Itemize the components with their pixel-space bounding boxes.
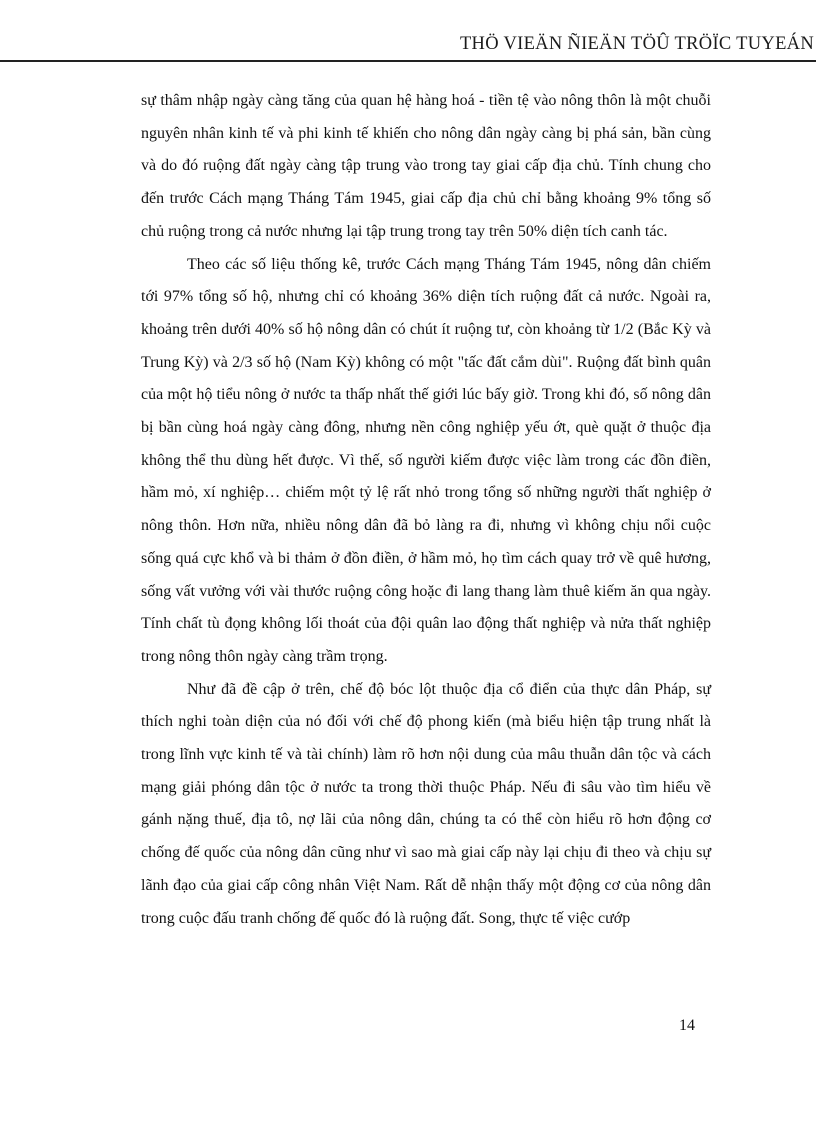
header-divider xyxy=(0,60,816,62)
paragraph-2: Theo các số liệu thống kê, trước Cách mạng Tháng Tám 1945, nông dân chiếm tới 97% tổng số hộ, nhưng chỉ có khoảng 36% diện tích ruộng đất cả nước. Ngoài ra, khoảng trên dưới 40% số hộ nông dân có chút ít ruộng tư, còn khoảng từ 1/2 (Bắc Kỳ và Trung Kỳ) và 2/3 số hộ (Nam Kỳ) không có một "tấc đất cắm dùi". Ruộng đất bình quân của một hộ tiểu nông ở nước ta thấp nhất thế giới lúc bấy giờ. Trong khi đó, số nông dân bị bần cùng hoá ngày càng đông, nhưng nền công nghiệp yếu ớt, què quặt ở thuộc địa không thể thu dùng hết được. Vì thế, số người kiếm được việc làm trong các đồn điền, hầm mỏ, xí nghiệp… chiếm một tỷ lệ rất nhỏ trong tổng số những người thất nghiệp ở nông thôn. Hơn nữa, nhiều nông dân đã bỏ làng ra đi, nhưng vì không chịu nổi cuộc sống quá cực khổ và bi thảm ở đồn điền, ở hầm mỏ, họ tìm cách quay trở về quê hương, sống vất vưởng với vài thước ruộng công hoặc đi lang thang làm thuê kiếm ăn qua ngày. Tính chất tù đọng không lối thoát của đội quân lao động thất nghiệp và nửa thất nghiệp trong nông thôn ngày càng trầm trọng. xyxy=(141,255,711,665)
header-title: THÖ VIEÄN ÑIEÄN TÖÛ TRÖÏC TUYEÁN xyxy=(459,34,814,54)
page-number: 14 xyxy=(679,1017,695,1034)
body-text xyxy=(141,85,711,935)
paragraph-1: sự thâm nhập ngày càng tăng của quan hệ hàng hoá - tiền tệ vào nông thôn là một chuỗi nguyên nhân kinh tế và phi kinh tế khiến cho nông dân ngày càng bị phá sản, bần cùng và do đó ruộng đất ngày càng tập trung vào trong tay giai cấp địa chủ. Tính chung cho đến trước Cách mạng Tháng Tám 1945, giai cấp địa chủ chỉ bằng khoảng 9% tổng số chủ ruộng trong cả nước nhưng lại tập trung trong tay trên 50% diện tích canh tác. xyxy=(141,92,711,240)
paragraph-3: Như đã đề cập ở trên, chế độ bóc lột thuộc địa cổ điển của thực dân Pháp, sự thích nghi toàn diện của nó đối với chế độ phong kiến (mà biểu hiện tập trung nhất là trong lĩnh vực kinh tế và tài chính) làm rõ hơn nội dung của mâu thuẫn dân tộc và cách mạng giải phóng dân tộc ở nước ta trong thời thuộc Pháp. Nếu đi sâu vào tìm hiểu về gánh nặng thuế, địa tô, nợ lãi của nông dân, chúng ta có thể còn hiểu rõ hơn động cơ chống đế quốc của nông dân cũng như vì sao mà giai cấp này lại chịu đi theo và chịu sự lãnh đạo của giai cấp công nhân Việt Nam. Rất dễ nhận thấy một động cơ của nông dân trong cuộc đấu tranh chống đế quốc đó là ruộng đất. Song, thực tế việc cướp xyxy=(141,680,711,927)
